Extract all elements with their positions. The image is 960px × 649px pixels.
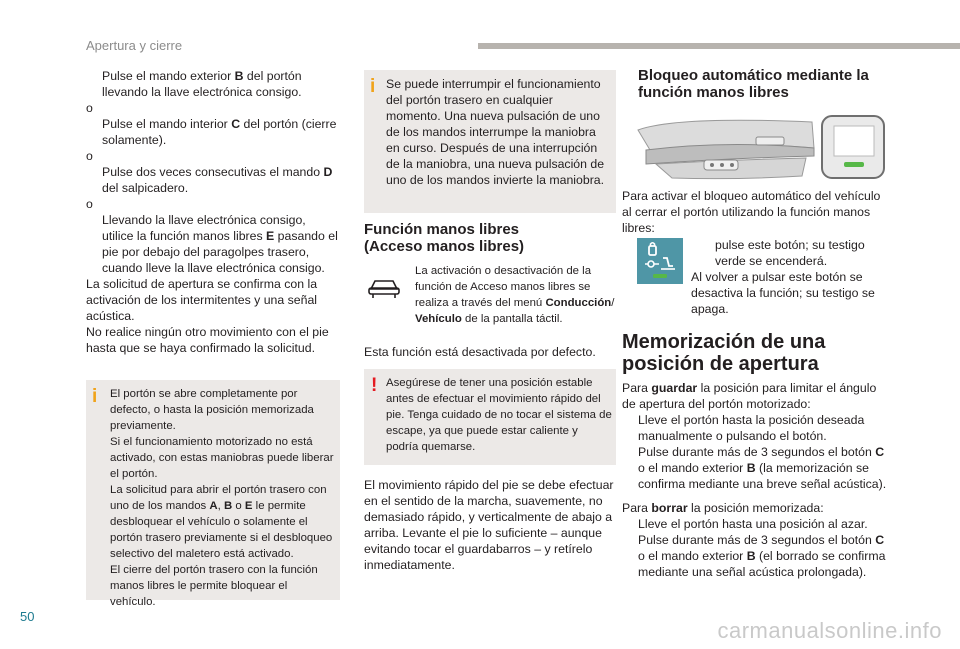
info-box-opening — [86, 380, 340, 608]
or-text: o — [86, 101, 93, 115]
column-1 — [86, 68, 338, 356]
press-button-bullet: pulse este botón; su testigo verde se encenderá. — [691, 237, 887, 269]
car-icon — [366, 276, 402, 300]
info-text-4: El cierre del portón trasero con la función manos libres le permite bloquear el vehículo. — [110, 564, 318, 608]
car-menu-note: La activación o desactivación de la función de Acceso manos libres se realiza a través del menú Conducción/ Vehículo de la pantalla táctil. — [415, 265, 615, 325]
autolock-intro: Para activar el bloqueo automático del vehículo al cerrar el portón utilizando la función manos libres: — [622, 189, 881, 235]
page-number: 50 — [20, 609, 35, 624]
watermark: carmanualsonline.info — [717, 618, 942, 643]
no-movement-paragraph: No realice ningún otro movimiento con el pie hasta que se haya confirmado la solicitud. — [86, 325, 329, 355]
delete-step-1: Lleve el portón hasta una posición al azar. — [622, 516, 888, 532]
bullet-e: Llevando la llave electrónica consigo, utilice la función manos libres E pasando el pie por debajo del paragolpes trasero, cuando lleve la llave electrónica consigo. — [86, 212, 338, 276]
autolock-heading: Bloqueo automático mediante la función manos libres — [638, 67, 869, 101]
bullet-c: Pulse el mando interior C del portón (cierre solamente). — [86, 116, 338, 148]
or-text: o — [86, 149, 93, 163]
header-rule — [478, 43, 960, 49]
bullet-d: Pulse dos veces consecutivas el mando D del salpicadero. — [86, 164, 338, 196]
info-box-interrupt — [364, 70, 616, 213]
confirm-paragraph: La solicitud de apertura se confirma con la activación de los intermitentes y una señal acústica. — [86, 277, 318, 323]
tailgate-illustration — [616, 110, 890, 188]
save-step-1: Lleve el portón hasta la posición deseada manualmente o pulsando el botón. — [622, 412, 888, 444]
delete-intro: Para borrar la posición memorizada: — [622, 501, 824, 515]
bullet-marker — [622, 532, 638, 580]
foot-movement-paragraph: El movimiento rápido del pie se debe efectuar en el sentido de la marcha, suavemente, no demasiado rápido, y verticalmente de abajo a arriba. Levante el pie lo suficiente – aunque evitando tocar el guardabarros – y retírelo inmediatamente. — [364, 478, 614, 572]
section-header: Apertura y cierre — [86, 38, 183, 53]
save-step-2: Pulse durante más de 3 segundos el botón C o el mando exterior B (la memorización se confirma mediante una breve señal acústica). — [622, 444, 888, 492]
info-text-3: La solicitud para abrir el portón trasero con uno de los mandos A, B o E le permite desbloquear el vehículo o solamente el portón trasero previamente si el desbloqueo selectivo del maletero está activado. — [110, 484, 333, 560]
info-text-1: El portón se abre completamente por defecto, o hasta la posición memorizada previamente. — [110, 388, 314, 432]
bullet-marker — [622, 516, 638, 532]
delete-step-2: Pulse durante más de 3 segundos el botón C o el mando exterior B (el borrado se confirma mediante una señal acústica prolongada). — [622, 532, 888, 580]
default-off-text: Esta función está desactivada por defecto. — [364, 345, 596, 359]
memorization-heading: Memorización de una posición de apertura — [622, 331, 826, 375]
memorization-body — [622, 380, 888, 580]
bullet-marker — [86, 68, 102, 100]
or-text: o — [86, 197, 93, 211]
warning-text: Asegúrese de tener una posición estable antes de efectuar el movimiento rápido del pie. Tenga cuidado de no tocar el sistema de escape, ya que puede estar caliente y podría quemarse. — [386, 377, 612, 453]
bullet-marker — [86, 212, 102, 276]
info-icon: i — [370, 76, 376, 97]
handsfree-heading: Función manos libres (Acceso manos libres) — [364, 221, 525, 255]
bullet-marker — [691, 237, 707, 269]
save-intro: Para guardar la posición para limitar el ángulo de apertura del portón motorizado: — [622, 381, 877, 411]
bullet-marker — [86, 116, 102, 148]
warning-box — [364, 369, 616, 465]
warning-icon: ! — [371, 375, 378, 396]
bullet-marker — [622, 412, 638, 444]
bullet-marker — [622, 444, 638, 492]
info-icon: i — [92, 386, 98, 407]
info-text-2: Si el funcionamiento motorizado no está activado, con estas maniobras puede liberar el portón. — [110, 436, 334, 480]
bullet-marker — [86, 164, 102, 196]
button-instructions — [691, 237, 887, 317]
bullet-b: Pulse el mando exterior B del portón llevando la llave electrónica consigo. — [86, 68, 338, 100]
deactivate-text: Al volver a pulsar este botón se desactiva la función; su testigo se apaga. — [691, 270, 875, 316]
handsfree-lock-button[interactable] — [637, 238, 683, 284]
interrupt-text: Se puede interrumpir el funcionamiento del portón trasero en cualquier momento. Una nueva pulsación de uno de los mandos interrumpe la maniobra en curso. Después de una interrupción de la maniobra, una nueva pulsación de uno de los mandos invierte la maniobra. — [386, 77, 605, 187]
